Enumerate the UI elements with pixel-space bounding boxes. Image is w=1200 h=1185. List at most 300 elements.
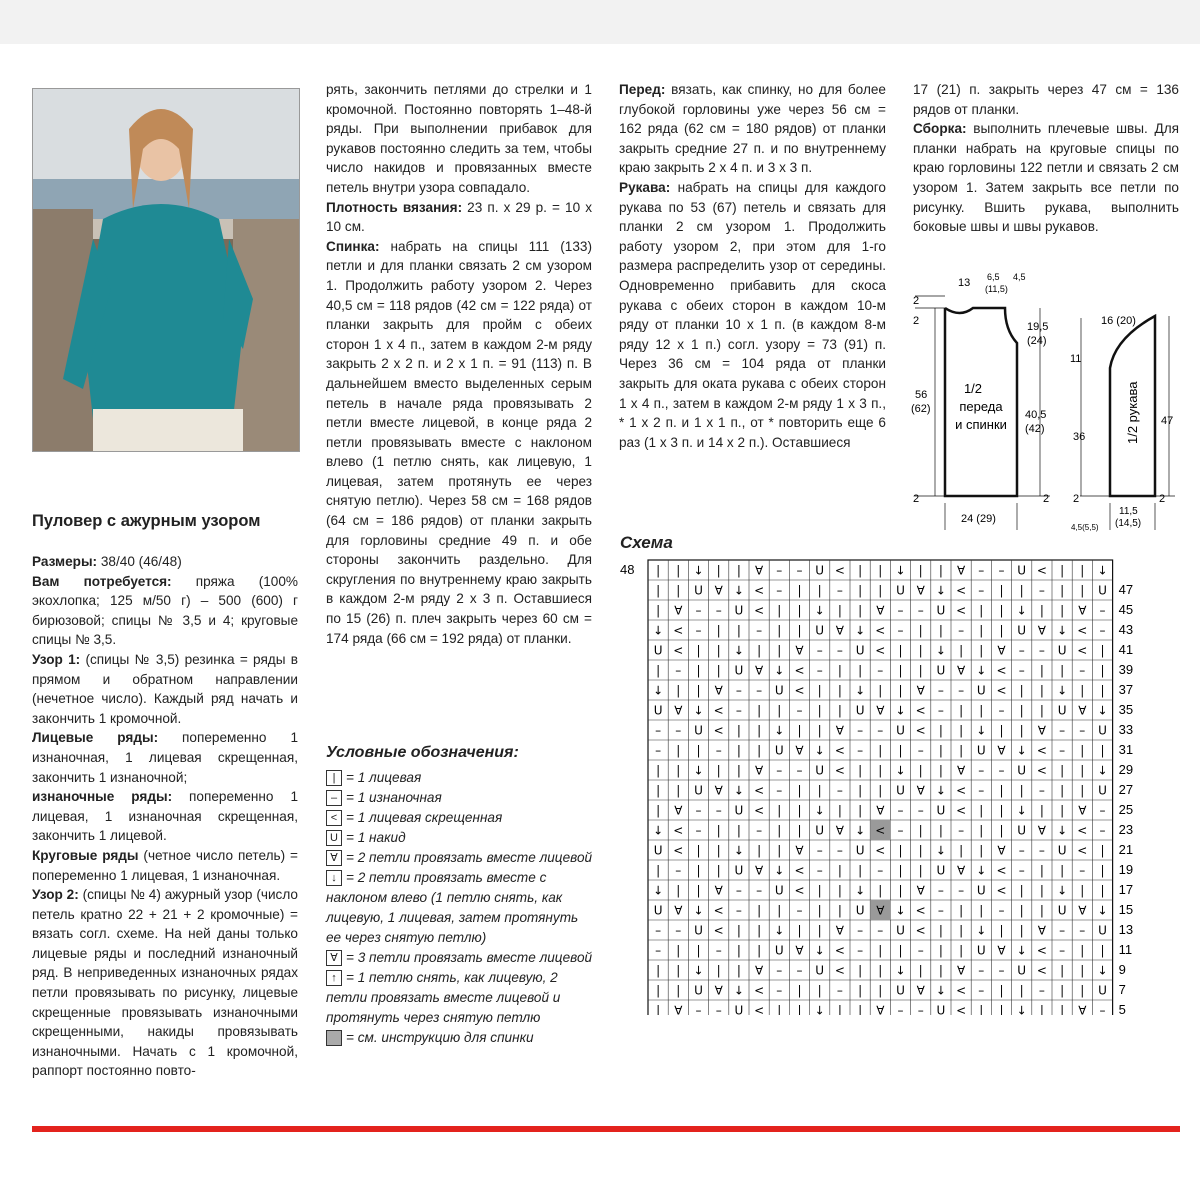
stitch-symbol: | — [858, 663, 863, 678]
stitch-symbol: – — [756, 683, 763, 698]
dim-s145: (14,5) — [1115, 518, 1142, 529]
stitch-symbol: | — [959, 743, 964, 758]
stitch-symbol: | — [757, 903, 762, 918]
legend-text: = 1 петлю снять, как лицевую, 2 петли провязать вместе лицевой и протянуть через снятую петлю — [326, 970, 561, 1025]
stitch-symbol: – — [756, 883, 763, 898]
row-number: 39 — [1118, 662, 1134, 677]
stitch-symbol: | — [656, 583, 661, 598]
stitch-symbol: | — [777, 623, 782, 638]
row-number: 33 — [1118, 722, 1134, 737]
stitch-symbol: U — [815, 763, 825, 778]
stitch-symbol: < — [956, 783, 967, 798]
stitch-symbol: ↓ — [895, 963, 906, 978]
stitch-symbol: – — [1038, 783, 1045, 798]
paragraph-label: Вам потребуется: — [32, 573, 172, 589]
stitch-symbol: < — [1036, 763, 1047, 778]
stitch-symbol: – — [715, 1003, 722, 1015]
stitch-symbol: – — [998, 903, 1005, 918]
stitch-symbol-icon: ∀ — [326, 850, 342, 866]
stitch-symbol: U — [815, 623, 825, 638]
stitch-symbol: < — [673, 843, 684, 858]
row-number: 15 — [1118, 902, 1134, 917]
stitch-symbol: | — [938, 943, 943, 958]
stitch-symbol: U — [1057, 903, 1067, 918]
stitch-symbol: | — [777, 603, 782, 618]
stitch-symbol: ↓ — [935, 643, 946, 658]
stitch-symbol: | — [938, 963, 943, 978]
stitch-symbol: – — [877, 923, 884, 938]
legend-text: = 1 изнаночная — [346, 790, 442, 805]
paragraph-label: Круговые ряды — [32, 847, 139, 863]
stitch-symbol: | — [959, 723, 964, 738]
stitch-symbol: – — [655, 743, 662, 758]
dim-36: 36 — [1073, 431, 1086, 443]
stitch-symbol: ∀ — [795, 843, 804, 858]
stitch-symbol: < — [754, 803, 765, 818]
stitch-symbol: | — [1019, 923, 1024, 938]
stitch-symbol: | — [817, 983, 822, 998]
stitch-symbol: ∀ — [835, 623, 845, 638]
stitch-symbol: | — [777, 823, 782, 838]
stitch-symbol: – — [857, 923, 864, 938]
stitch-symbol: | — [676, 583, 681, 598]
stitch-symbol: ∀ — [1078, 1003, 1087, 1015]
stitch-symbol: | — [979, 903, 984, 918]
stitch-symbol: | — [858, 583, 863, 598]
stitch-symbol: U — [855, 643, 865, 658]
stitch-symbol: ∀ — [876, 803, 885, 818]
stitch-symbol: < — [1077, 623, 1088, 638]
stitch-symbol: ↓ — [895, 563, 906, 578]
stitch-symbol: U — [734, 1003, 744, 1015]
stitch-symbol: | — [1100, 863, 1105, 878]
stitch-symbol: | — [1080, 583, 1085, 598]
schema-title: Схема — [620, 533, 673, 552]
stitch-symbol: < — [673, 823, 684, 838]
col3-paragraph — [619, 80, 886, 178]
stitch-symbol: < — [915, 903, 926, 918]
stitch-symbol: ↓ — [935, 583, 946, 598]
stitch-symbol: < — [673, 623, 684, 638]
row-number: 7 — [1118, 982, 1126, 997]
stitch-symbol: | — [1060, 963, 1065, 978]
paragraph-label: изнаночные ряды: — [32, 789, 173, 805]
paragraph-label: Узор 2: — [32, 887, 79, 903]
stitch-symbol: < — [754, 983, 765, 998]
stitch-symbol: ∀ — [916, 883, 925, 898]
stitch-symbol: < — [1036, 743, 1047, 758]
paragraph-label: Сборка: — [913, 121, 967, 137]
stitch-symbol: | — [918, 563, 923, 578]
stitch-symbol: ↓ — [814, 743, 825, 758]
stitch-symbol: | — [1019, 903, 1024, 918]
stitch-symbol: – — [735, 683, 742, 698]
stitch-symbol: – — [1018, 843, 1025, 858]
stitch-symbol: – — [715, 943, 722, 958]
stitch-symbol: – — [695, 823, 702, 838]
stitch-symbol: | — [817, 923, 822, 938]
stitch-symbol: | — [656, 603, 661, 618]
article-title: Пуловер с ажурным узором — [32, 512, 261, 530]
stitch-symbol: | — [1019, 883, 1024, 898]
stitch-symbol: | — [858, 763, 863, 778]
stitch-symbol: – — [735, 903, 742, 918]
stitch-symbol: | — [837, 903, 842, 918]
stitch-symbol: ∀ — [916, 583, 925, 598]
dim-62: (62) — [911, 403, 931, 415]
stitch-symbol: ↓ — [895, 763, 906, 778]
sleeve-label: 1/2 рукава — [1125, 381, 1140, 444]
stitch-symbol: < — [713, 923, 724, 938]
stitch-symbol: < — [1077, 823, 1088, 838]
stitch-symbol: | — [918, 623, 923, 638]
stitch-symbol: | — [656, 863, 661, 878]
paragraph-text: набрать на спицы для каждого рукава по 53 (67) петель и связать для планки 2 см узором 1. Продолжить работу узором 2, при этом для 1-го размера распределить узор от середины. Одновременно прибавить для скоса рукава с обеих сторон в каждом 10-м ряду от планки 10 х 1 п. (в каждом 8-м ряду 12 х 1 п.) согл. узору = 73 (91) п. Через 36 см = 104 ряда от планки закрыть для оката рукава с обеих сторон 1 х 4 п., затем в каждом 2-м ряду 1 х 3 п., * 1 х 2 п. и 1 х 1 п., от * повторить еще 6 раз (1 х 3 п. и 14 х 2 п.). Оставшиеся — [619, 179, 886, 450]
row-number-48: 48 — [620, 562, 635, 577]
stitch-symbol: ↓ — [1057, 823, 1068, 838]
stitch-symbol: | — [777, 803, 782, 818]
legend-item — [326, 1028, 596, 1048]
stitch-symbol: ∀ — [1037, 923, 1047, 938]
stitch-symbol: < — [834, 743, 845, 758]
stitch-symbol: | — [757, 703, 762, 718]
stitch-symbol: | — [736, 563, 741, 578]
stitch-symbol: U — [1017, 563, 1027, 578]
dim-56: 56 — [915, 389, 928, 401]
stitch-symbol: ↓ — [774, 863, 785, 878]
stitch-symbol: < — [754, 783, 765, 798]
stitch-symbol: ∀ — [714, 783, 723, 798]
stitch-symbol: – — [816, 843, 823, 858]
stitch-symbol: < — [915, 703, 926, 718]
stitch-symbol: – — [655, 723, 662, 738]
legend-item — [326, 948, 596, 968]
stitch-symbol: | — [676, 983, 681, 998]
knitting-chart — [618, 555, 1140, 1020]
stitch-symbol: ↓ — [1097, 563, 1108, 578]
stitch-symbol: | — [676, 743, 681, 758]
stitch-symbol: | — [1080, 883, 1085, 898]
stitch-symbol: | — [777, 643, 782, 658]
col1-paragraph — [32, 846, 298, 885]
row-number: 21 — [1118, 842, 1134, 857]
stitch-symbol: ∀ — [1078, 803, 1087, 818]
stitch-symbol: ∀ — [876, 903, 885, 918]
stitch-symbol: ∀ — [876, 703, 885, 718]
stitch-symbol: | — [999, 803, 1004, 818]
stitch-symbol: U — [1098, 923, 1107, 938]
stitch-symbol: | — [797, 623, 802, 638]
stitch-symbol: | — [918, 663, 923, 678]
stitch-symbol: < — [834, 763, 845, 778]
stitch-symbol: | — [878, 783, 883, 798]
stitch-symbol: | — [898, 663, 903, 678]
stitch-symbol: ∀ — [997, 743, 1006, 758]
stitch-symbol: < — [915, 923, 926, 938]
stitch-symbol: ↓ — [1016, 803, 1027, 818]
legend-item — [326, 868, 596, 948]
stitch-symbol: | — [999, 783, 1004, 798]
stitch-symbol: | — [999, 823, 1004, 838]
stitch-symbol: U — [1098, 583, 1107, 598]
stitch-symbol: U — [694, 923, 703, 938]
stitch-symbol: ↓ — [855, 883, 866, 898]
stitch-symbol: | — [959, 843, 964, 858]
stitch-symbol: – — [756, 623, 763, 638]
stitch-symbol: U — [694, 583, 703, 598]
stitch-symbol: ↓ — [693, 703, 704, 718]
stitch-symbol: – — [998, 763, 1005, 778]
stitch-symbol: | — [656, 983, 661, 998]
stitch-symbol: ↓ — [693, 903, 704, 918]
stitch-symbol: | — [878, 763, 883, 778]
stitch-symbol: ∀ — [795, 643, 804, 658]
stitch-symbol: – — [796, 703, 803, 718]
stitch-symbol: – — [978, 763, 985, 778]
stitch-symbol: – — [937, 703, 944, 718]
stitch-symbol: | — [837, 863, 842, 878]
stitch-symbol: ↓ — [814, 803, 825, 818]
stitch-symbol: ↓ — [693, 963, 704, 978]
legend-text: = 3 петли провязать вместе лицевой — [346, 950, 593, 965]
stitch-symbol: ↓ — [774, 723, 785, 738]
stitch-symbol: U — [815, 963, 825, 978]
stitch-symbol: | — [1100, 883, 1105, 898]
stitch-symbol: | — [1080, 743, 1085, 758]
stitch-symbol: | — [979, 603, 984, 618]
stitch-symbol: ↓ — [976, 723, 987, 738]
stitch-symbol: ↓ — [1097, 703, 1108, 718]
col2-paragraph — [326, 198, 592, 237]
stitch-symbol: – — [776, 763, 783, 778]
stitch-symbol-icon: ↑ — [326, 970, 342, 986]
stitch-symbol: ∀ — [754, 663, 764, 678]
stitch-symbol: – — [877, 663, 884, 678]
stitch-symbol: < — [754, 583, 765, 598]
stitch-symbol: – — [937, 883, 944, 898]
stitch-symbol: – — [1059, 943, 1066, 958]
stitch-symbol: | — [999, 923, 1004, 938]
stitch-symbol: | — [757, 643, 762, 658]
stitch-symbol: | — [1060, 603, 1065, 618]
stitch-symbol: ↓ — [733, 983, 744, 998]
legend-item — [326, 788, 596, 808]
stitch-symbol: | — [797, 783, 802, 798]
stitch-symbol: | — [777, 843, 782, 858]
stitch-symbol: | — [757, 723, 762, 738]
stitch-symbol: | — [938, 823, 943, 838]
stitch-symbol: | — [1080, 563, 1085, 578]
stitch-symbol: – — [937, 903, 944, 918]
stitch-symbol: ∀ — [1037, 723, 1047, 738]
row-number: 5 — [1118, 1002, 1126, 1015]
stitch-symbol: – — [796, 903, 803, 918]
stitch-symbol: U — [896, 983, 905, 998]
stitch-symbol: ↓ — [733, 843, 744, 858]
legend-text: = 2 петли провязать вместе с наклоном влево (1 петлю снять, как лицевую, 1 лицевая, затем протянуть ее через снятую петлю) — [326, 870, 579, 945]
stitch-symbol: | — [858, 1003, 863, 1015]
stitch-symbol: < — [996, 883, 1007, 898]
stitch-symbol: | — [837, 1003, 842, 1015]
dim-2b: 2 — [913, 315, 920, 327]
stitch-symbol: | — [696, 743, 701, 758]
stitch-symbol: | — [696, 863, 701, 878]
stitch-symbol: < — [956, 603, 967, 618]
stitch-symbol: | — [676, 683, 681, 698]
stitch-symbol: | — [757, 943, 762, 958]
legend-item — [326, 848, 596, 868]
stitch-symbol: | — [797, 923, 802, 938]
stitch-symbol: ∀ — [1037, 823, 1047, 838]
stitch-symbol: | — [1060, 863, 1065, 878]
stitch-symbol: | — [858, 803, 863, 818]
text-column-1 — [32, 552, 298, 1081]
stitch-symbol: < — [875, 623, 886, 638]
stitch-symbol: | — [858, 983, 863, 998]
stitch-symbol: – — [695, 623, 702, 638]
col4-paragraph — [913, 119, 1179, 237]
col1-paragraph — [32, 552, 298, 572]
stitch-symbol: < — [794, 863, 805, 878]
dim-11: 11 — [1070, 353, 1082, 365]
stitch-symbol: < — [794, 683, 805, 698]
legend-item — [326, 828, 596, 848]
stitch-symbol: | — [696, 643, 701, 658]
stitch-symbol: ∀ — [674, 703, 683, 718]
paragraph-text: пряжа (100% экохлопка; 125 м/50 г) – 500 (600) г бирюзовой; спицы № 3,5 и 4; круговые спицы № 3,5. — [32, 573, 298, 648]
stitch-symbol: ∀ — [916, 983, 925, 998]
stitch-symbol: | — [797, 823, 802, 838]
stitch-symbol: | — [918, 643, 923, 658]
stitch-symbol: – — [655, 923, 662, 938]
stitch-symbol: – — [958, 823, 965, 838]
stitch-symbol: U — [896, 723, 905, 738]
dim-195: 19,5 — [1027, 321, 1049, 333]
stitch-symbol: | — [656, 803, 661, 818]
stitch-symbol: | — [1039, 663, 1044, 678]
stitch-symbol: < — [956, 583, 967, 598]
stitch-symbol: | — [676, 763, 681, 778]
stitch-symbol: ∀ — [835, 723, 845, 738]
stitch-symbol: U — [936, 803, 946, 818]
stitch-symbol: | — [1080, 963, 1085, 978]
stitch-symbol: | — [1100, 843, 1105, 858]
stitch-symbol: – — [958, 883, 965, 898]
row-number: 35 — [1118, 702, 1134, 717]
stitch-symbol: | — [716, 763, 721, 778]
stitch-symbol: ∀ — [916, 683, 925, 698]
stitch-symbol: | — [938, 723, 943, 738]
stitch-symbol: U — [653, 703, 663, 718]
stitch-symbol: – — [735, 883, 742, 898]
stitch-symbol: – — [958, 683, 965, 698]
stitch-symbol: ↓ — [976, 863, 987, 878]
stitch-symbol: – — [695, 803, 702, 818]
stitch-symbol: | — [656, 1003, 661, 1015]
col2-paragraph — [326, 237, 592, 648]
stitch-symbol: < — [996, 863, 1007, 878]
stitch-symbol: U — [653, 643, 663, 658]
stitch-symbol: – — [1018, 643, 1025, 658]
size-diagram — [905, 268, 1185, 538]
stitch-symbol: < — [956, 1003, 967, 1015]
stitch-symbol: ↓ — [1057, 883, 1068, 898]
stitch-symbol: – — [715, 603, 722, 618]
stitch-symbol: | — [1039, 683, 1044, 698]
stitch-symbol: U — [734, 663, 744, 678]
legend-item — [326, 768, 596, 788]
stitch-symbol: | — [938, 623, 943, 638]
stitch-symbol: | — [999, 623, 1004, 638]
stitch-symbol: | — [797, 983, 802, 998]
stitch-symbol: | — [797, 723, 802, 738]
stitch-symbol: – — [857, 743, 864, 758]
stitch-symbol: – — [1099, 623, 1106, 638]
stitch-symbol: U — [976, 743, 986, 758]
dim-16: 16 (20) — [1101, 315, 1136, 327]
stitch-symbol: – — [1038, 643, 1045, 658]
stitch-symbol: < — [754, 1003, 765, 1015]
stitch-symbol: | — [817, 683, 822, 698]
stitch-symbol: | — [837, 663, 842, 678]
stitch-symbol: ↓ — [1097, 963, 1108, 978]
stitch-symbol: U — [936, 863, 946, 878]
dim-405: 40,5 — [1025, 409, 1047, 421]
col1-paragraph — [32, 885, 298, 1081]
stitch-symbol: | — [1060, 583, 1065, 598]
stitch-symbol: – — [897, 623, 904, 638]
stitch-symbol: | — [696, 683, 701, 698]
stitch-symbol: U — [976, 683, 986, 698]
stitch-symbol: ∀ — [997, 943, 1006, 958]
stitch-symbol: ↓ — [976, 923, 987, 938]
stitch-symbol: ↓ — [1016, 603, 1027, 618]
stitch-symbol: | — [878, 563, 883, 578]
stitch-symbol: | — [979, 803, 984, 818]
stitch-symbol: – — [937, 683, 944, 698]
stitch-symbol: ∀ — [754, 563, 764, 578]
stitch-symbol: ∀ — [876, 1003, 885, 1015]
stitch-symbol: U — [694, 783, 703, 798]
stitch-symbol: | — [1039, 603, 1044, 618]
stitch-symbol: | — [1080, 683, 1085, 698]
paragraph-text: попеременно 1 лицевая, 1 изнаночная скрещенная, закончить 1 лицевой. — [32, 789, 298, 844]
stitch-symbol: U — [694, 983, 703, 998]
stitch-symbol: | — [918, 843, 923, 858]
stitch-symbol: – — [877, 863, 884, 878]
stitch-symbol: – — [796, 963, 803, 978]
stitch-symbol: – — [857, 723, 864, 738]
paragraph-text: 23 п. х 29 р. = 10 х 10 см. — [326, 199, 592, 235]
stitch-symbol: ∀ — [876, 603, 885, 618]
stitch-symbol: – — [1079, 923, 1086, 938]
stitch-symbol: | — [696, 663, 701, 678]
stitch-symbol: | — [1100, 663, 1105, 678]
stitch-symbol: ↓ — [855, 683, 866, 698]
stitch-symbol: ↓ — [1016, 943, 1027, 958]
stitch-symbol: | — [797, 603, 802, 618]
stitch-symbol: | — [777, 1003, 782, 1015]
stitch-symbol: – — [1018, 863, 1025, 878]
text-column-2 — [326, 80, 592, 648]
stitch-symbol: | — [898, 943, 903, 958]
row-number: 9 — [1118, 962, 1126, 977]
stitch-symbol: | — [1039, 863, 1044, 878]
body-label-1: 1/2 — [963, 381, 983, 396]
stitch-symbol: ∀ — [714, 883, 723, 898]
stitch-symbol: – — [776, 963, 783, 978]
stitch-symbol: | — [979, 823, 984, 838]
